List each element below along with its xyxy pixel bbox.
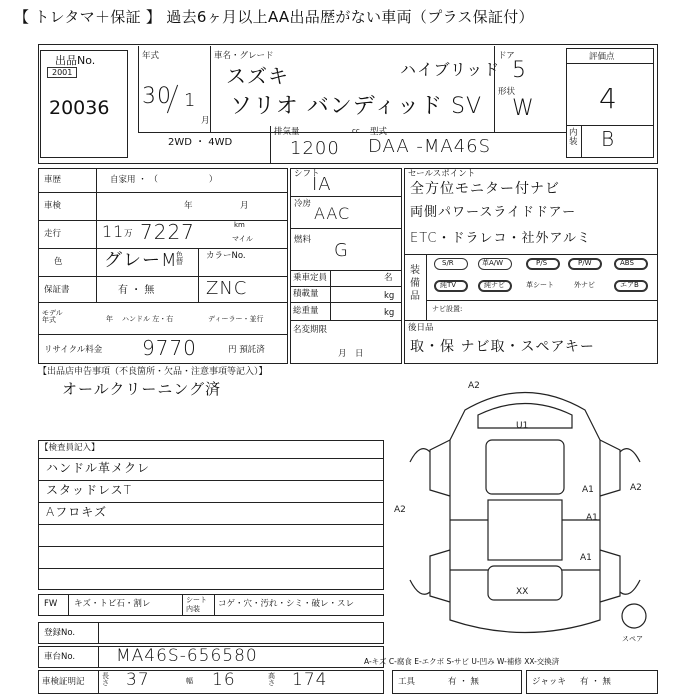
mark-right-a2: A2 (630, 483, 642, 493)
year-month: 1 (184, 90, 197, 111)
jack-label: ジャッキ (532, 677, 566, 687)
mark-right-a1: A1 (582, 485, 594, 495)
car-damage-diagram (390, 370, 660, 650)
fw-value: キズ・トビ石・割レ (74, 599, 151, 609)
spare-label: スペア (622, 635, 643, 643)
color-change-label: 色替 (176, 251, 183, 266)
interior-label: 内装 (569, 128, 578, 147)
mileage-unit-mile: マイル (232, 235, 253, 243)
mark-front-a2: A2 (468, 381, 480, 391)
inspector-line-1: ハンドル革メクレ (46, 461, 151, 475)
displacement-unit: cc (352, 127, 360, 135)
inspection-label: 車検 (44, 201, 62, 211)
model-year-dealer: ディーラー・並行 (208, 315, 264, 323)
registration-label: 登録No. (44, 628, 76, 638)
equip-ext-navi: 外ナビ (574, 281, 595, 289)
fw-label: FW (44, 599, 58, 609)
recycle-unit: 円 預託済 (228, 345, 265, 355)
mileage-man-unit: 万 (124, 229, 133, 239)
capacity-unit: 名 (384, 273, 393, 283)
height-value: 174 (292, 670, 328, 690)
model-tag: ハイブリッド (400, 60, 501, 79)
displacement-label: 排気量 (274, 127, 300, 137)
inspector-line-2: スタッドレスT (46, 483, 132, 497)
aircon-value: AAC (314, 204, 351, 223)
equip-pw: P/W (578, 259, 592, 267)
capacity-label: 乗車定員 (293, 273, 328, 283)
tools-label: 工具 (398, 677, 416, 687)
width-label: 幅 (186, 677, 193, 685)
sales-label: セールスポイント (408, 169, 476, 179)
inspector-label: 【検査員記入】 (40, 443, 100, 453)
length-value: 37 (126, 670, 150, 690)
declaration-label: 【出品店申告事項（不良箇所・欠品・注意事項等記入）】 (38, 367, 268, 377)
seat-value: コゲ・穴・汚れ・シミ・破レ・スレ (218, 599, 355, 609)
warranty-label: 保証書 (44, 285, 70, 295)
warranty-value: 有 ・ 無 (118, 285, 155, 296)
model-make: スズキ (226, 64, 289, 88)
length-label: 長さ (102, 672, 109, 687)
inspector-line-3: Aフロキズ (46, 505, 107, 519)
equip-tv: 純TV (440, 281, 457, 289)
color-value: グレーM (104, 250, 178, 271)
sales-line-2: 両側パワースライドドアー (410, 205, 577, 220)
equip-sr: S/R (442, 259, 454, 267)
history-value: 自家用 ・ （ ） (110, 175, 218, 185)
mark-rear-xx: XX (516, 587, 529, 597)
equip-leather-aw: 革A/W (482, 259, 504, 267)
fuel-value: G (334, 240, 349, 261)
chassis-label: 車台No. (44, 652, 76, 662)
equip-abs: ABS (620, 259, 634, 267)
equip-airbag: エアB (620, 281, 639, 289)
score-value: 4 (599, 82, 618, 115)
drive-value: 2WD ・ 4WD (168, 137, 233, 148)
lot-number-box (40, 50, 128, 158)
shape-value: W (512, 96, 535, 121)
displacement-value: 1200 (290, 138, 340, 159)
type-value: DAA -MA46S (368, 136, 492, 157)
fuel-label: 燃料 (294, 235, 312, 245)
jack-value: 有 ・ 無 (580, 677, 611, 687)
mileage-label: 走行 (44, 229, 62, 239)
equip-ps: P/S (536, 259, 548, 267)
weight-label: 積載量 (293, 289, 319, 299)
expiry-label: 名変期限 (293, 325, 328, 335)
equip-navi: 純ナビ (484, 281, 505, 289)
certificate-label: 車検証明記 (42, 677, 85, 687)
model-year-label: モデル年式 (42, 309, 63, 324)
mileage-value: 7227 (140, 220, 195, 244)
score-label: 評価点 (589, 52, 615, 62)
model-label: 車名・グレード (214, 51, 274, 61)
color-code-label: カラーNo. (206, 251, 246, 261)
mark-hood-u1: U1 (516, 421, 529, 431)
seat-label: シート内装 (186, 596, 207, 613)
lot-stamp: 2001 (47, 67, 77, 78)
model-name: ソリオ バンディッド SV (230, 94, 483, 119)
after-value: 取・保 ナビ取・スペアキー (410, 339, 595, 355)
registration-row (38, 622, 384, 644)
interior-value: B (601, 127, 616, 151)
gross-label: 総重量 (293, 306, 319, 316)
weight-unit: kg (384, 291, 395, 301)
inspection-month: 月 (240, 201, 249, 211)
navi-install-label: ナビ設置: (432, 305, 463, 313)
recycle-value: 9770 (142, 336, 197, 360)
mark-left-a2: A2 (394, 505, 406, 515)
doors-label: ドア (498, 51, 515, 61)
after-label: 後日品 (408, 323, 434, 333)
aircon-label: 冷房 (294, 199, 312, 209)
year-month-unit: 月 (201, 116, 210, 126)
shift-value: IA (312, 174, 332, 195)
gross-unit: kg (384, 308, 395, 318)
height-label: 高さ (268, 672, 275, 687)
score-box (566, 48, 654, 158)
equip-leather-seat: 革シート (526, 281, 554, 289)
model-year-handle: ハンドル 左・右 (122, 315, 174, 323)
width-value: 16 (212, 670, 236, 690)
color-label: 色 (54, 257, 63, 267)
shift-label: シフト (294, 169, 320, 179)
mileage-man: 11 (102, 222, 125, 241)
lot-number: 20036 (49, 97, 110, 119)
recycle-label: リサイクル料金 (44, 345, 103, 355)
mark-right-a1-b: A1 (586, 513, 598, 523)
equipment-label: 装備品 (410, 265, 420, 302)
lot-label: 出品No. (55, 54, 96, 67)
declaration-value: オールクリーニング済 (62, 380, 222, 398)
certificate-row (38, 670, 384, 694)
sales-line-1: 全方位モニター付ナビ (410, 181, 560, 197)
expiry-unit: 月 日 (338, 349, 364, 359)
year-value: 30 (142, 84, 172, 109)
mileage-unit-km: km (234, 221, 245, 229)
doors-value: 5 (512, 58, 527, 83)
shape-label: 形状 (498, 87, 516, 97)
header-title: 【 トレタマ＋保証 】 過去6ヶ月以上AA出品歴がない車両（プラス保証付） (14, 8, 534, 26)
sales-line-3: ETC・ドラレコ・社外アルミ (410, 231, 591, 246)
year-label: 年式 (142, 51, 160, 61)
mark-right-a1-c: A1 (580, 553, 592, 563)
damage-legend: A-キズ C-腐食 E-エクボ S-サビ U-凹み W-補修 XX-交換済 (364, 657, 560, 666)
chassis-value: MA46S-656580 (116, 646, 258, 666)
color-code: ZNC (206, 278, 248, 299)
history-label: 車歴 (44, 175, 62, 185)
model-year-year: 年 (106, 315, 113, 323)
tools-value: 有 ・ 無 (448, 677, 479, 687)
inspection-year: 年 (184, 201, 193, 211)
type-label: 型式 (370, 127, 388, 137)
